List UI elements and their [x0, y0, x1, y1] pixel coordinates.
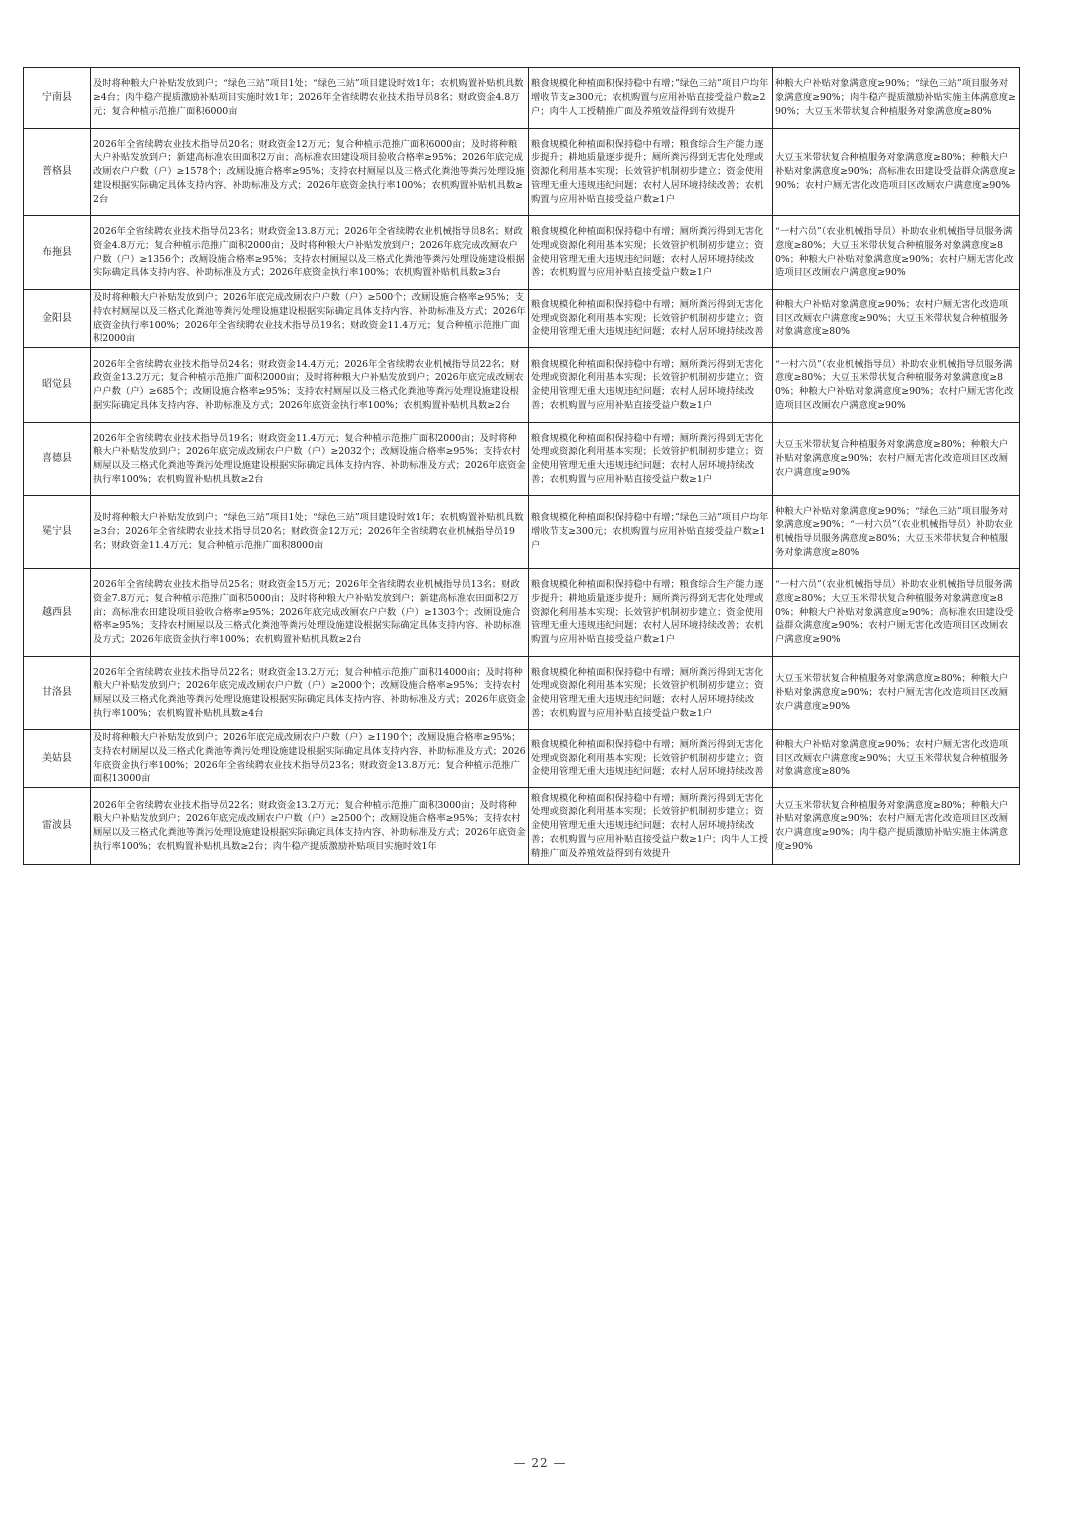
county-name-cell: 甘洛县: [24, 657, 91, 730]
county-name-cell: 昭觉县: [24, 348, 91, 423]
satisfaction-target-cell: “一村六员”（农业机械指导员）补助农业机械指导员服务满意度≥80%；大豆玉米带状复合种植服务对象满意度≥80%；种粮大户补贴对象满意度≥90%；农村户厕无害化改造项目区改厕农户满意度≥90%: [773, 216, 1020, 290]
satisfaction-target-cell: 大豆玉米带状复合种植服务对象满意度≥80%；种粮大户补贴对象满意度≥90%；高标准农田建设受益群众满意度≥90%；农村户厕无害化改造项目区改厕农户满意度≥90%: [773, 129, 1020, 216]
task-content-cell: 及时将种粮大户补贴发放到户；2026年底完成改厕农户户数（户）≥500个；改厕设施合格率≥95%；支持农村厕屋以及三格式化粪池等粪污处理设施建设根据实际确定具体支持内容、补助标准及方式；2026年底资金执行率100%；2026年全省续聘农业技术指导员19名；财政资金11.4万元；复合种植示范推广面积2000亩: [91, 290, 529, 348]
satisfaction-target-cell: 种粮大户补贴对象满意度≥90%；农村户厕无害化改造项目区改厕农户满意度≥90%；大豆玉米带状复合种植服务对象满意度≥80%: [773, 730, 1020, 788]
satisfaction-target-cell: “一村六员”（农业机械指导员）补助农业机械指导员服务满意度≥80%；大豆玉米带状复合种植服务对象满意度≥80%；种粮大户补贴对象满意度≥90%；农村户厕无害化改造项目区改厕农户满意度≥90%: [773, 348, 1020, 423]
table-row: [24, 129, 1020, 216]
table-row: [24, 569, 1020, 657]
satisfaction-target-cell: 种粮大户补贴对象满意度≥90%；农村户厕无害化改造项目区改厕农户满意度≥90%；大豆玉米带状复合种植服务对象满意度≥80%: [773, 290, 1020, 348]
table-row: [24, 496, 1020, 569]
effect-target-cell: 粮食规模化种植面积保持稳中有增；厕所粪污得到无害化处理或资源化利用基本实现；长效管护机制初步建立；资金使用管理无重大违规违纪问题；农村人居环境持续改善: [529, 730, 773, 788]
task-content-cell: 2026年全省续聘农业技术指导员20名；财政资金12万元；复合种植示范推广面积6000亩；及时将种粮大户补贴发放到户；新建高标准农田面积2万亩；高标准农田建设项目验收合格率≥95%；2026年底完成改厕农户户数（户）≥1578个；改厕设施合格率≥95%；支持农村厕屋以及三格式化粪池等粪污处理设施建设根据实际确定具体支持内容、补助标准及方式；2026年底资金执行率100%；农机购置补贴机具数≥2台: [91, 129, 529, 216]
task-content-cell: 及时将种粮大户补贴发放到户；2026年底完成改厕农户户数（户）≥1190个；改厕设施合格率≥95%；支持农村厕屋以及三格式化粪池等粪污处理设施建设根据实际确定具体支持内容、补助标准及方式；2026年底资金执行率100%；2026年全省续聘农业技术指导员23名；财政资金13.8万元；复合种植示范推广面积13000亩: [91, 730, 529, 788]
effect-target-cell: 粮食规模化种植面积保持稳中有增；厕所粪污得到无害化处理或资源化利用基本实现；长效管护机制初步建立；资金使用管理无重大违规违纪问题；农村人居环境持续改善: [529, 290, 773, 348]
effect-target-cell: 粮食规模化种植面积保持稳中有增；”绿色三站”项目户均年增收节支≥300元；农机购置与应用补贴直接受益户数≥1户: [529, 496, 773, 569]
effect-target-cell: 粮食规模化种植面积保持稳中有增；厕所粪污得到无害化处理或资源化利用基本实现；长效管护机制初步建立；资金使用管理无重大违规违纪问题；农村人居环境持续改善；农机购置与应用补贴直接受益户数≥1户: [529, 423, 773, 496]
table-row: [24, 348, 1020, 423]
satisfaction-target-cell: 大豆玉米带状复合种植服务对象满意度≥80%；种粮大户补贴对象满意度≥90%；农村户厕无害化改造项目区改厕农户满意度≥90%: [773, 423, 1020, 496]
effect-target-cell: 粮食规模化种植面积保持稳中有增；厕所粪污得到无害化处理或资源化利用基本实现；长效管护机制初步建立；资金使用管理无重大违规违纪问题；农村人居环境持续改善；农机购置与应用补贴直接受益户数≥1户: [529, 348, 773, 423]
task-content-cell: 及时将种粮大户补贴发放到户；“绿色三站”项目1处；“绿色三站”项目建设时效1年；农机购置补贴机具数≥4台；肉牛稳产提质激励补贴项目实施时效1年；2026年全省续聘农业技术指导员8名；财政资金4.8万元；复合种植示范推广面积6000亩: [91, 68, 529, 129]
table-row: [24, 68, 1020, 129]
satisfaction-target-cell: “一村六员”（农业机械指导员）补助农业机械指导员服务满意度≥80%；大豆玉米带状复合种植服务对象满意度≥80%；种粮大户补贴对象满意度≥90%；高标准农田建设受益群众满意度≥90%；农村户厕无害化改造项目区改厕农户满意度≥90%: [773, 569, 1020, 657]
effect-target-cell: 粮食规模化种植面积保持稳中有增；粮食综合生产能力逐步提升；耕地质量逐步提升；厕所粪污得到无害化处理或资源化利用基本实现；长效管护机制初步建立；资金使用管理无重大违规违纪问题；农村人居环境持续改善；农机购置与应用补贴直接受益户数≥1户: [529, 569, 773, 657]
table-row: [24, 788, 1020, 865]
effect-target-cell: 粮食规模化种植面积保持稳中有增；厕所粪污得到无害化处理或资源化利用基本实现；长效管护机制初步建立；资金使用管理无重大违规违纪问题；农村人居环境持续改善；农机购置与应用补贴直接受益户数≥1户: [529, 657, 773, 730]
county-name-cell: 布拖县: [24, 216, 91, 290]
table-row: [24, 730, 1020, 788]
table-row: [24, 657, 1020, 730]
task-content-cell: 及时将种粮大户补贴发放到户；“绿色三站”项目1处；“绿色三站”项目建设时效1年；农机购置补贴机具数≥3台；2026年全省续聘农业技术指导员20名；财政资金12万元；2026年全省续聘农业机械指导员19名；财政资金11.4万元；复合种植示范推广面积8000亩: [91, 496, 529, 569]
effect-target-cell: 粮食规模化种植面积保持稳中有增；”绿色三站”项目户均年增收节支≥300元；农机购置与应用补贴直接受益户数≥2户；肉牛人工授精推广面及养殖效益得到有效提升: [529, 68, 773, 129]
county-name-cell: 美姑县: [24, 730, 91, 788]
satisfaction-target-cell: 大豆玉米带状复合种植服务对象满意度≥80%；种粮大户补贴对象满意度≥90%；农村户厕无害化改造项目区改厕农户满意度≥90%；肉牛稳产提质激励补贴实施主体满意度≥90%: [773, 788, 1020, 865]
county-name-cell: 普格县: [24, 129, 91, 216]
page-number: — 22 —: [513, 1456, 567, 1470]
county-name-cell: 金阳县: [24, 290, 91, 348]
task-content-cell: 2026年全省续聘农业技术指导员19名；财政资金11.4万元；复合种植示范推广面积2000亩；及时将种粮大户补贴发放到户；2026年底完成改厕农户户数（户）≥2032个；改厕设施合格率≥95%；支持农村厕屋以及三格式化粪池等粪污处理设施建设根据实际确定具体支持内容、补助标准及方式；2026年底资金执行率100%；农机购置补贴机具数≥2台: [91, 423, 529, 496]
county-name-cell: 雷波县: [24, 788, 91, 865]
county-name-cell: 冕宁县: [24, 496, 91, 569]
table-row: [24, 216, 1020, 290]
satisfaction-target-cell: 种粮大户补贴对象满意度≥90%；“绿色三站”项目服务对象满意度≥90%；肉牛稳产提质激励补贴实施主体满意度≥90%；大豆玉米带状复合种植服务对象满意度≥80%: [773, 68, 1020, 129]
task-content-cell: 2026年全省续聘农业技术指导员23名；财政资金13.8万元；2026年全省续聘农业机械指导员8名；财政资金4.8万元；复合种植示范推广面积2000亩；及时将种粮大户补贴发放到户；2026年底完成改厕农户户数（户）≥1356个；改厕设施合格率≥95%；支持农村厕屋以及三格式化粪池等粪污处理设施建设根据实际确定具体支持内容、补助标准及方式；2026年底资金执行率100%；农机购置补贴机具数≥3台: [91, 216, 529, 290]
task-content-cell: 2026年全省续聘农业技术指导员22名；财政资金13.2万元；复合种植示范推广面积3000亩；及时将种粮大户补贴发放到户；2026年底完成改厕农户户数（户）≥2500个；改厕设施合格率≥95%；支持农村厕屋以及三格式化粪池等粪污处理设施建设根据实际确定具体支持内容、补助标准及方式；2026年底资金执行率100%；农机购置补贴机具数≥2台；肉牛稳产提质激励补贴项目实施时效1年: [91, 788, 529, 865]
county-name-cell: 喜德县: [24, 423, 91, 496]
task-content-cell: 2026年全省续聘农业技术指导员25名；财政资金15万元；2026年全省续聘农业机械指导员13名；财政资金7.8万元；复合种植示范推广面积5000亩；及时将种粮大户补贴发放到户；新建高标准农田面积2万亩；高标准农田建设项目验收合格率≥95%；2026年底完成改厕农户户数（户）≥1303个；改厕设施合格率≥95%；支持农村厕屋以及三格式化粪池等粪污处理设施建设根据实际确定具体支持内容、补助标准及方式；2026年底资金执行率100%；农机购置补贴机具数≥2台: [91, 569, 529, 657]
table-row: [24, 423, 1020, 496]
satisfaction-target-cell: 种粮大户补贴对象满意度≥90%；“绿色三站”项目服务对象满意度≥90%；“一村六员”（农业机械指导员）补助农业机械指导员服务满意度≥80%；大豆玉米带状复合种植服务对象满意度≥80%: [773, 496, 1020, 569]
table-row: [24, 290, 1020, 348]
task-content-cell: 2026年全省续聘农业技术指导员24名；财政资金14.4万元；2026年全省续聘农业机械指导员22名；财政资金13.2万元；复合种植示范推广面积2000亩；及时将种粮大户补贴发放到户；2026年底完成改厕农户户数（户）≥685个；改厕设施合格率≥95%；支持农村厕屋以及三格式化粪池等粪污处理设施建设根据实际确定具体支持内容、补助标准及方式；2026年底资金执行率100%；农机购置补贴机具数≥2台: [91, 348, 529, 423]
effect-target-cell: 粮食规模化种植面积保持稳中有增；厕所粪污得到无害化处理或资源化利用基本实现；长效管护机制初步建立；资金使用管理无重大违规违纪问题；农村人居环境持续改善；农机购置与应用补贴直接受益户数≥1户: [529, 216, 773, 290]
task-content-cell: 2026年全省续聘农业技术指导员22名；财政资金13.2万元；复合种植示范推广面积14000亩；及时将种粮大户补贴发放到户；2026年底完成改厕农户户数（户）≥2000个；改厕设施合格率≥95%；支持农村厕屋以及三格式化粪池等粪污处理设施建设根据实际确定具体支持内容、补助标准及方式；2026年底资金执行率100%；农机购置补贴机具数≥4台: [91, 657, 529, 730]
effect-target-cell: 粮食规模化种植面积保持稳中有增；粮食综合生产能力逐步提升；耕地质量逐步提升；厕所粪污得到无害化处理或资源化利用基本实现；长效管护机制初步建立；资金使用管理无重大违规违纪问题；农村人居环境持续改善；农机购置与应用补贴直接受益户数≥1户: [529, 129, 773, 216]
county-task-table: [23, 67, 1020, 865]
county-name-cell: 宁南县: [24, 68, 91, 129]
effect-target-cell: 粮食规模化种植面积保持稳中有增；厕所粪污得到无害化处理或资源化利用基本实现；长效管护机制初步建立；资金使用管理无重大违规违纪问题；农村人居环境持续改善；农机购置与应用补贴直接受益户数≥1户；肉牛人工授精推广面及养殖效益得到有效提升: [529, 788, 773, 865]
satisfaction-target-cell: 大豆玉米带状复合种植服务对象满意度≥80%；种粮大户补贴对象满意度≥90%；农村户厕无害化改造项目区改厕农户满意度≥90%: [773, 657, 1020, 730]
county-task-table-body: [24, 68, 1020, 865]
county-name-cell: 越西县: [24, 569, 91, 657]
